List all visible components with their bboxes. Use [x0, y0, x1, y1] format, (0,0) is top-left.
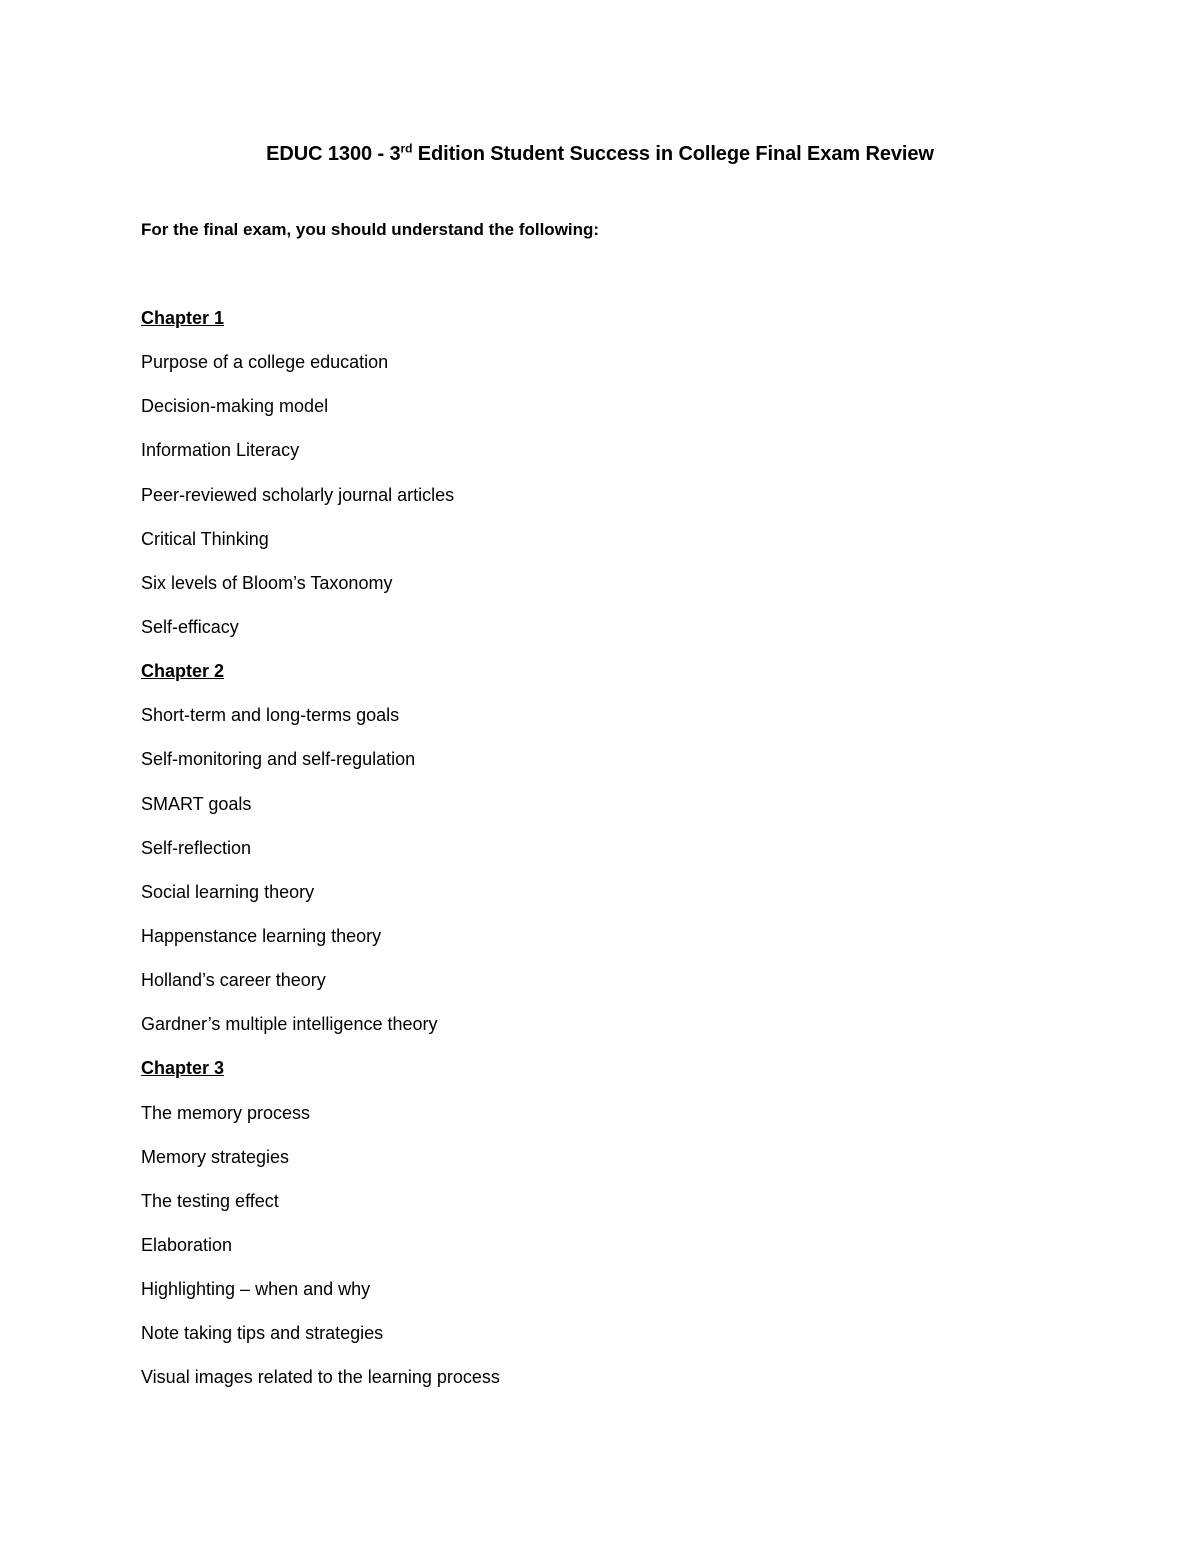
list-item: Purpose of a college education	[141, 352, 389, 373]
list-item: Holland’s career theory	[141, 970, 326, 991]
list-item: Happenstance learning theory	[141, 925, 382, 946]
list-item: Social learning theory	[141, 881, 315, 902]
list-item: Decision-making model	[141, 396, 329, 417]
intro-text: For the final exam, you should understand the following:	[141, 220, 600, 239]
document-title	[0, 143, 1200, 166]
list-item: Short-term and long-terms goals	[141, 705, 400, 726]
list-item: Self-reflection	[141, 837, 252, 858]
list-item: The memory process	[141, 1102, 311, 1123]
list-item: Six levels of Bloom’s Taxonomy	[141, 572, 393, 593]
list-item: Self-efficacy	[141, 616, 239, 637]
list-item: The testing effect	[141, 1190, 279, 1211]
chapter-heading: Chapter 1	[141, 308, 225, 328]
list-item: Visual images related to the learning process	[141, 1367, 500, 1388]
list-item: Elaboration	[141, 1234, 233, 1255]
list-item: Information Literacy	[141, 440, 300, 461]
list-item: Gardner’s multiple intelligence theory	[141, 1014, 438, 1035]
title-prefix: EDUC 1300 - 3	[266, 143, 401, 165]
list-item: Note taking tips and strategies	[141, 1323, 384, 1344]
list-item: SMART goals	[141, 793, 252, 814]
title-suffix: Edition Student Success in College Final Exam Review	[412, 143, 934, 165]
chapter-heading: Chapter 2	[141, 661, 225, 682]
list-item: Self-monitoring and self-regulation	[141, 749, 416, 770]
review-list	[141, 307, 1041, 1411]
list-item: Critical Thinking	[141, 528, 269, 549]
list-item: Highlighting – when and why	[141, 1279, 371, 1300]
chapter-heading: Chapter 3	[141, 1058, 225, 1079]
list-item: Memory strategies	[141, 1146, 290, 1167]
title-superscript: rd	[400, 141, 413, 156]
list-item: Peer-reviewed scholarly journal articles	[141, 484, 455, 505]
